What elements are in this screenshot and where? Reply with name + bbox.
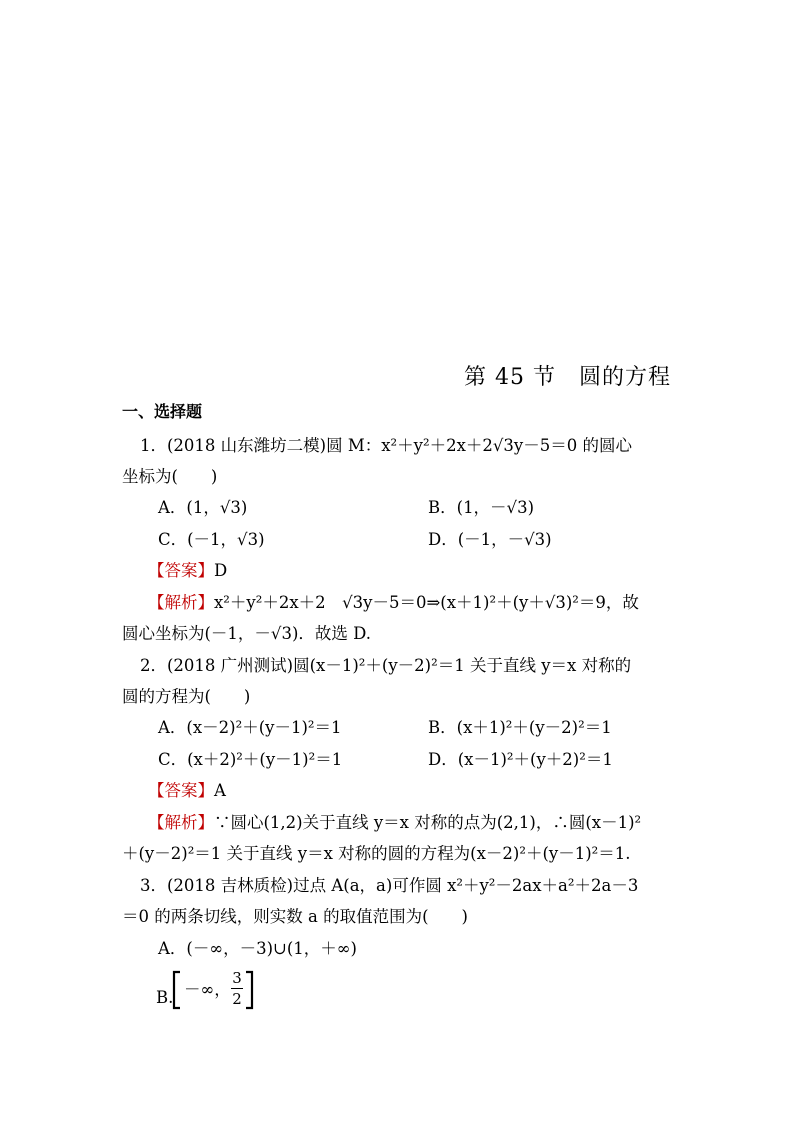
q2-option-b: B．(x＋1)²＋(y－2)²＝1 — [428, 718, 612, 737]
q2-stem-line1: 2．(2018 广州测试)圆(x－1)²＋(y－2)²＝1 关于直线 y＝x 对称的 — [140, 656, 632, 675]
q1-option-a: A．(1，√3) — [158, 498, 248, 517]
q2-analysis-line2: ＋(y－2)²＝1 关于直线 y＝x 对称的圆的方程为(x－2)²＋(y－1)²＝1. — [122, 844, 631, 863]
q1-answer — [148, 559, 227, 583]
fraction — [230, 968, 244, 1009]
q2-analysis-line1 — [148, 811, 641, 835]
analysis-text: ∵圆心(1,2)关于直线 y＝x 对称的点为(2,1)，∴圆(x－1)² — [214, 813, 642, 832]
analysis-tag: 【解析】 — [148, 593, 214, 612]
answer-tag: 【答案】 — [148, 561, 214, 580]
fraction-denominator: 2 — [232, 990, 242, 1008]
answer-value: D — [214, 561, 228, 580]
page-title: 第 45 节 圆的方程 — [464, 365, 671, 390]
answer-value: A — [214, 781, 226, 800]
q1-stem-line2: 坐标为( ) — [122, 467, 218, 486]
section-heading: 一、选择题 — [122, 402, 203, 421]
q2-option-d: D．(x－1)²＋(y＋2)²＝1 — [428, 750, 613, 769]
q3-stem-line2: ＝0 的两条切线，则实数 a 的取值范围为( ) — [122, 907, 468, 926]
answer-tag: 【答案】 — [148, 781, 214, 800]
option-b-content: －∞， — [184, 980, 231, 999]
q3-option-a: A．(－∞，－3)∪(1，＋∞) — [158, 939, 357, 958]
q1-stem-line1: 1．(2018 山东潍坊二模)圆 M：x²＋y²＋2x＋2√3y－5＝0 的圆心 — [140, 436, 632, 455]
q2-option-a: A．(x－2)²＋(y－1)²＝1 — [158, 718, 342, 737]
q1-analysis-line2: 圆心坐标为(－1，－√3)．故选 D. — [122, 624, 372, 643]
option-b-label: B. — [156, 988, 174, 1007]
analysis-text: x²＋y²＋2x＋2 √3y－5＝0⇒(x＋1)²＋(y＋√3)²＝9，故 — [214, 593, 639, 612]
q2-answer — [148, 779, 226, 803]
q2-stem-line2: 圆的方程为( ) — [122, 687, 251, 706]
q3-stem-line1: 3．(2018 吉林质检)过点 A(a，a)可作圆 x²＋y²－2ax＋a²＋2a－3 — [140, 876, 639, 895]
fraction-numerator: 3 — [232, 969, 242, 987]
q1-option-d: D．(－1，－√3) — [428, 530, 552, 549]
q1-option-b: B．(1，－√3) — [428, 498, 535, 517]
q2-option-c: C．(x＋2)²＋(y－1)²＝1 — [158, 750, 343, 769]
q1-option-c: C．(－1，√3) — [158, 530, 265, 549]
q1-analysis-line1 — [148, 591, 639, 615]
analysis-tag: 【解析】 — [148, 813, 214, 832]
